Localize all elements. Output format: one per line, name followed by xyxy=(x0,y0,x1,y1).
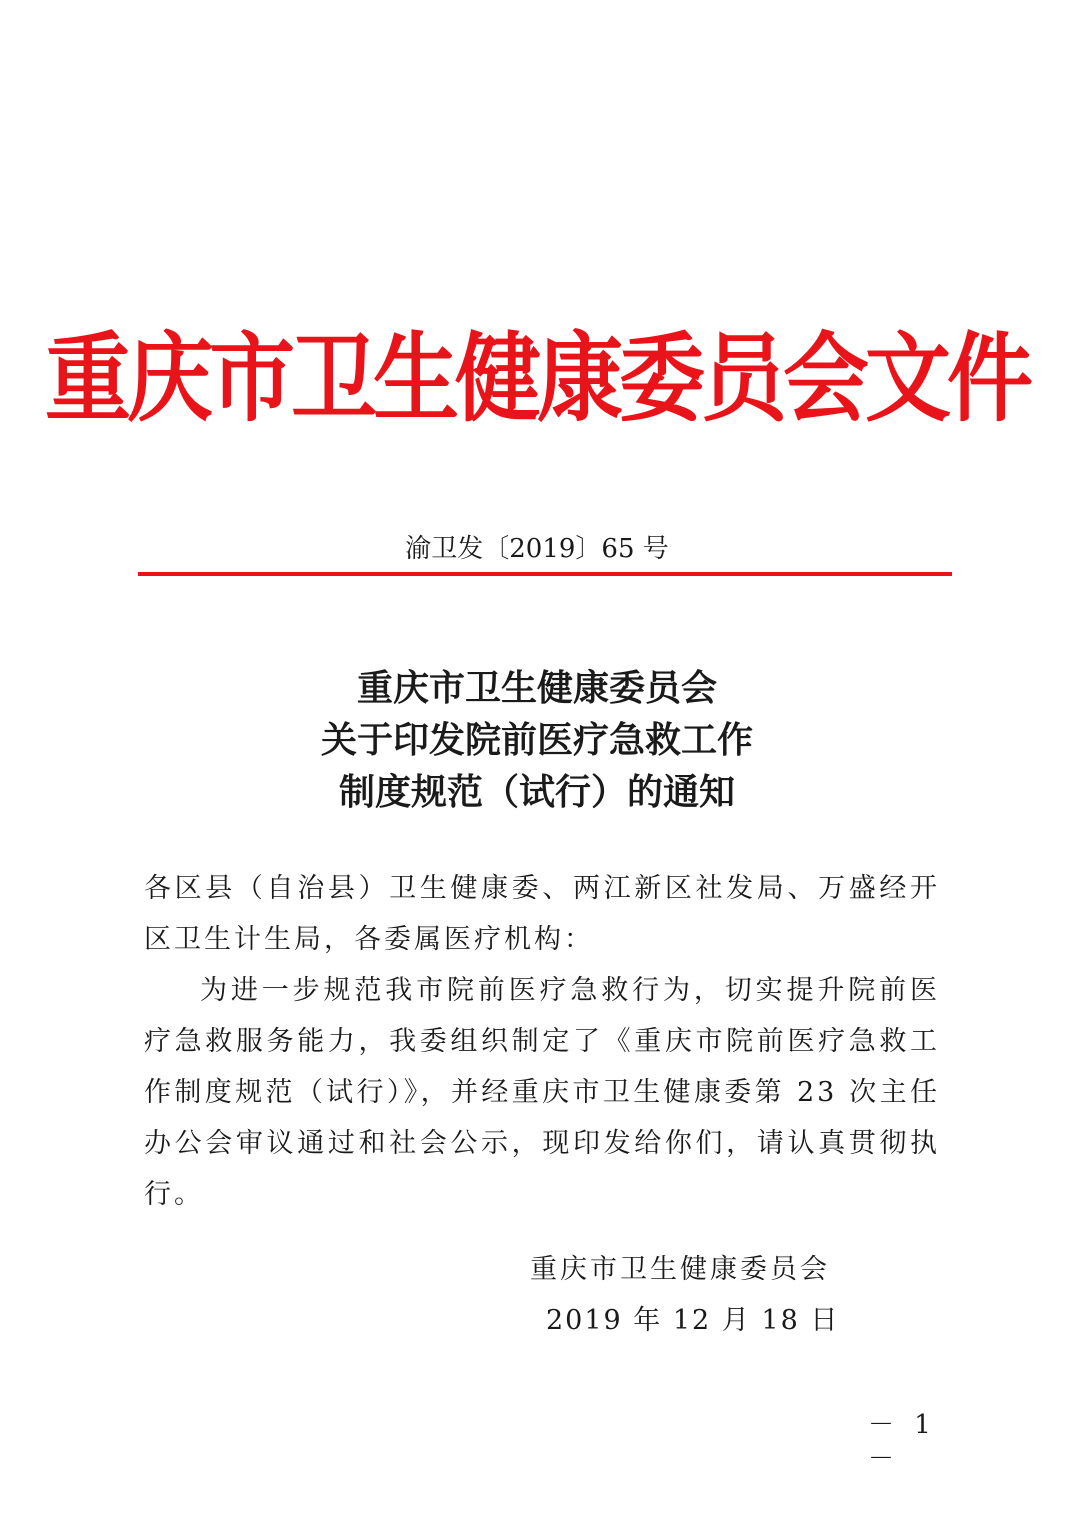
document-header-title: 重庆市卫生健康委员会文件 xyxy=(45,322,1029,436)
notice-title xyxy=(0,662,1074,818)
red-divider-line xyxy=(138,572,952,576)
body-paragraph: 为进一步规范我市院前医疗急救行为，切实提升院前医疗急救服务能力，我委组织制定了《重庆市院前医疗急救工作制度规范（试行）》，并经重庆市卫生健康委第 23 次主任办公会审议通过和社会公示，现印发给你们，请认真贯彻执行。 xyxy=(144,975,940,1210)
issuer-name: 重庆市卫生健康委员会 xyxy=(530,1254,830,1285)
issue-date: 2019 年 12 月 18 日 xyxy=(546,1305,840,1336)
page-number: － 1 － xyxy=(868,1410,937,1474)
notice-title-line-1: 重庆市卫生健康委员会 xyxy=(356,667,717,709)
notice-title-line-2: 关于印发院前医疗急救工作 xyxy=(320,719,753,761)
document-body xyxy=(144,863,940,1220)
document-number: 渝卫发〔2019〕65 号 xyxy=(405,534,669,564)
recipients-line: 各区县（自治县）卫生健康委、两江新区社发局、万盛经开区卫生计生局，各委属医疗机构： xyxy=(144,873,940,955)
signature-block xyxy=(530,1244,850,1346)
notice-title-line-3: 制度规范（试行）的通知 xyxy=(338,771,735,813)
